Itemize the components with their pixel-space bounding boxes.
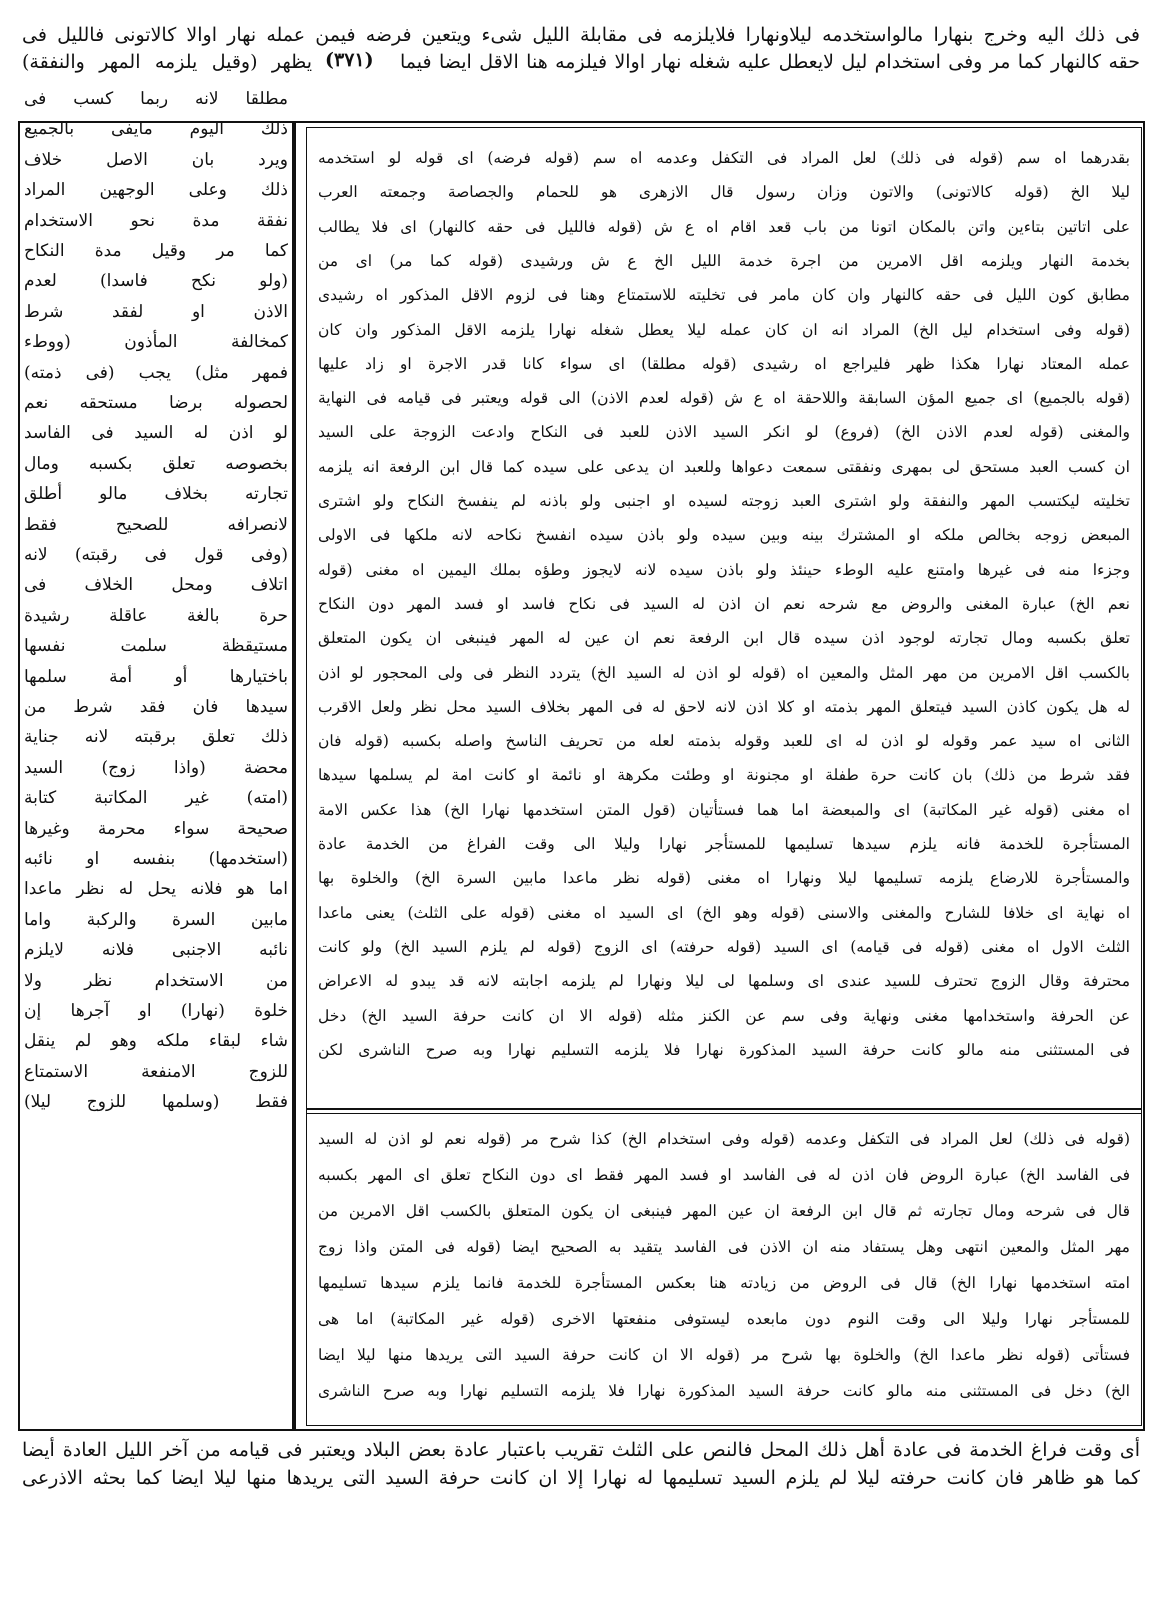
footnote-line: الخ) دخل فى المستثنى منه مالو كانت حرفة السيد المذكورة نهارا فلا يلزمه التسليم نهارا وبه صرح الناشرى <box>318 1382 1130 1400</box>
hashiya-line: تعلق بكسبه ومال تجارته لوجود اذن سيده قال ابن الرفعة نعم ان عين له المهر فينبغى ان يكون المتعلق <box>318 629 1130 648</box>
hashiya-line: نعم الخ) عبارة المغنى والروض مع شرحه نعم ان اذن له السيد فى نكاح فاسد او فسد المهر دون النكاح <box>318 594 1130 613</box>
hashiya-line: الثانى اه سيد عمر وقوله لو اذن له اى للعبد وقوله بذمته لعله من تحريف الناسخ واصله بكسبه (قوله فان <box>318 732 1130 751</box>
footnote-divider-2 <box>306 1113 1142 1114</box>
footnote-line: امته استخدمها نهارا الخ) قال فى الروض من زيادته هنا بعكس المستأجرة للخدمة فانما يلزم سيدها تسليمها <box>318 1274 1130 1292</box>
side-line: نفقة مدة نحو الاستخدام <box>24 210 288 231</box>
hashiya-line: الثلث الاول اه مغنى (قوله فى قيامه) اى السيد (قوله حرفته) اى الزوج (قوله لم يلزم السيد الخ) ولو كانت <box>318 937 1130 956</box>
hashiya-line: محترفة وقال الزوج تحترف للسيد عندى اى وسلمها لى ليلا ونهارا لم يلزمه اجابته لانه قد يبدو له الاعراض <box>318 972 1130 991</box>
hashiya-line: ان كسب العبد مستحق لى بمهرى ونفقتى سمعت دعواها وللعبد ان يدعى على سيده كما قال ابن الرفعة انه يلزمه <box>318 457 1130 476</box>
footnote-divider <box>306 1108 1142 1110</box>
hashiya-line: عن الحرفة واستخدامها مغنى ونهاية وفى سم عن الكنز مثله (قوله الا ان كانت حرفة السيد الخ) دخل <box>318 1006 1130 1025</box>
column-divider <box>292 123 296 1429</box>
side-line: تجارته بخلاف مالو أطلق <box>24 484 288 505</box>
side-line: كمخالفة المأذون (ووطء <box>24 332 288 353</box>
side-line: مطلقا لانه ربما كسب فى <box>24 89 288 109</box>
hashiya-line: فى المستثنى منه مالو كانت حرفة السيد المذكورة نهارا فلا يلزمه التسليم نهارا وبه صرح الناشرى لكن <box>318 1040 1130 1059</box>
hashiya-line: فقد شرط من ذلك) بان كانت حرة طفلة او مجنونة او وطئت مكرهة او نائمة او كانت امة لم يسلمها سيدها <box>318 766 1130 785</box>
hashiya-line: والمغنى (قوله لعدم الاذن الخ) (فروع) لو انكر السيد الاذن للعبد فى النكاح وادعت الزوجة على السيد <box>318 423 1130 442</box>
side-line: مابين السرة والركبة واما <box>24 909 288 930</box>
hashiya-line: بخدمة النهار ويلزمه اقل الامرين من اجرة خدمة الليل الخ ع ش ورشيدى (قوله كما مر) اى من <box>318 251 1130 270</box>
side-line: سيدها فان فقد شرط من <box>24 697 288 717</box>
side-line: اتلاف ومحل الخلاف فى <box>24 575 288 596</box>
hashiya-line: عمله المعتاد نهارا هكذا ظهر فليراجع اه رشيدى (قوله مطلقا) اى سواء كانا قدر الاجرة او زاد عليها <box>318 354 1130 373</box>
side-line: كما مر وقيل مدة النكاح <box>24 241 288 261</box>
hashiya-line: بقدرهما اه سم (قوله فى ذلك) لعل المراد فى التكفل وعدمه اه سم (قوله فرضه) اى قوله لو استخدمه <box>318 149 1130 167</box>
hashiya-line: المستأجرة للخدمة فانه يلزم سيدها تسليمها للمستأجر نهارا وليلا الى وقت الفراغ من الخدمة عادة <box>318 835 1130 853</box>
hashiya-line: المبعض زوجه بخالص ملكه او المشترك بينه وبين سيده ولو باذن سيده انفسخ نكاحه لانه ملكها فى الاولى <box>318 526 1130 545</box>
side-line: بخصوصه تعلق بكسبه ومال <box>24 453 288 474</box>
side-line: ذلك اليوم مايفى بالجميع <box>24 119 288 140</box>
side-line: فمهر مثل) يجب (فى ذمته) <box>24 362 288 383</box>
footnote-line: فى الفاسد الخ) عبارة الروض فان اذن له فى الفاسد او فسد المهر فقط اى دون النكاح تعلق اى المهر بكسبه <box>318 1166 1130 1184</box>
hashiya-line: (قوله وفى استخدام ليل الخ) المراد انه ان كان عمله ليلا يعطل شغله نهارا يلزمه الاقل المذكور وان كان <box>318 320 1130 339</box>
side-line: الاذن او لفقد شرط <box>24 301 288 322</box>
footnote-line: مهر المثل والمعين انتهى وهل يستفاد منه ان الاذن فى الفاسد يتقيد به الصحيح ايضا (قوله فى المتن واذا زوج <box>318 1238 1130 1256</box>
side-line: حرة بالغة عاقلة رشيدة <box>24 605 288 626</box>
side-line: للزوج الامنفعة الاستمتاع <box>24 1061 288 1082</box>
side-line: (ولو نكح فاسدا) لعدم <box>24 271 288 292</box>
side-line: لانصرافه للصحيح فقط <box>24 514 288 535</box>
header-line-2-end: يظهر (وقيل يلزمه المهر والنفقة) <box>22 51 312 73</box>
side-line: فقط (وسلمها للزوج ليلا) <box>24 1092 288 1113</box>
footnote-line: فستأتى (قوله نظر ماعدا الخ) والخلوة بها شرح مر (قوله الا ان كانت حرفة السيد التى يريدها منها ليلا ايضا <box>318 1346 1130 1364</box>
side-line: مستيقظة سلمت نفسها <box>24 636 288 657</box>
hashiya-line: اه نهاية اى خلافا للشارح والمغنى والاسنى (قوله وهو الخ) اى السيد اه مغنى (قوله على الثلث) يعنى ماعدا <box>318 903 1130 922</box>
hashiya-line: تخليته ليكتسب المهر والنفقة ولو اشترى العبد زوجته لسيده او اجنبى ولو باذنه لم ينفسخ النكاح ولو اشترى <box>318 492 1130 510</box>
side-line: ذلك وعلى الوجهين المراد <box>24 180 288 201</box>
hashiya-line: على اتاتين بتاءين واتن بالمكان اتونا من باب قعد اقام اه ع ش (قوله فالليل فى حقه كالنهار) اى فلا يطالب <box>318 217 1130 236</box>
bottom-line-1: أى وقت فراغ الخدمة فى عادة أهل ذلك المحل فالنص على الثلث تقريب باعتبار عادة بعض البلاد ويعتبر فى قيامه من آخر الليل العادة أيضا <box>22 1439 1140 1461</box>
side-line: لو اذن له السيد فى الفاسد <box>24 423 288 444</box>
hashiya-line: ليلا الخ (قوله كالاتونى) والاتون وزان رسول قال الازهرى هو للحمام والجصاصة وجمعته العرب <box>318 183 1130 202</box>
side-line: صحيحة سواء محرمة وغيرها <box>24 818 288 839</box>
side-line: محضة (واذا زوج) السيد <box>24 757 288 778</box>
hashiya-line: له هل يكون كاذن السيد فيتعلق المهر بذمته او كلا اذن لانه لاحق له فى المهر بخلاف السيد محل نظر ولعل الاقرب <box>318 697 1130 716</box>
side-line: (وفى قول فى رقبته) لانه <box>24 545 288 565</box>
side-line: (استخدمها) بنفسه او نائبه <box>24 849 288 869</box>
footnote-line: (قوله فى ذلك) لعل المراد فى التكفل وعدمه (قوله وفى استخدام الخ) كذا شرح مر (قوله نعم لو اذن له السيد <box>318 1130 1130 1148</box>
hashiya-line: مطابق كون الليل فى حقه كالنهار وان كان مامر فى تخليته للاستمتاع وهنا فى لزوم الاقل المذكور اه رشيدى <box>318 286 1130 305</box>
side-line: ذلك تعلق برقبته لانه جناية <box>24 727 288 748</box>
hashiya-line: وجزءا منه فى غيرها وامتنع عليه الوطء حينئذ ولو باذن سيده لانه لايجوز وطؤه بملك اليمين اه مغنى (قوله <box>318 560 1130 579</box>
hashiya-line: والمستأجرة للارضاع يلزمه تسليمها ليلا ونهارا اه مغنى (قوله نظر ماعدا مابين السرة الخ) والخلوة بها <box>318 869 1130 888</box>
side-line: خلوة (نهارا) او آجرها إن <box>24 1001 288 1021</box>
side-line: لحصوله برضا مستحقه نعم <box>24 393 288 413</box>
hashiya-line: بالكسب اقل الامرين من مهر المثل والمعين اه (قوله لو اذن له السيد الخ) يتردد النظر فى ولى المحجور لو اذن <box>318 663 1130 682</box>
header-line-2: حقه كالنهار كما مر وفى استخدام ليل لايعطل عليه شغله نهار اوالا فيلزمه هنا الاقل ايضا فيما <box>400 51 1140 73</box>
side-line: نائبه الاجنبى فلانه لايلزم <box>24 940 288 961</box>
side-line: باختيارها أو أمة سلمها <box>24 666 288 687</box>
side-line: من الاستخدام نظر ولا <box>24 970 288 991</box>
side-line: اما هو فلانه يحل له نظر ماعدا <box>24 879 288 900</box>
side-line: ويرد بان الاصل خلاف <box>24 149 288 170</box>
hashiya-line: اه مغنى (قوله غير المكاتبة) اى والمبعضة اما هما فستأتيان (قول المتن استخدمها نهارا الخ) هذا عكس الامة <box>318 800 1130 819</box>
footnote-line: قال فى شرحه ومال تجارته ثم قال ابن الرفعة ان عين المهر فينبغى ان يكون المتعلق بالكسب اقل الامرين من <box>318 1202 1130 1220</box>
bottom-line-2: كما هو ظاهر فان كانت حرفته ليلا لم يلزم السيد تسليمها له نهارا إلا ان كانت حرفة السيد التى يريدها منها ليلا ايضا كما بحثه الاذرعى <box>22 1467 1140 1489</box>
header-line-1: فى ذلك اليه وخرج بنهارا مالواستخدمه ليلاونهارا فلايلزمه فى مقابلة الليل شىء ويتعين فرضه فيمن عمله نهار اوالا كالاتونى فالليل فى <box>22 24 1140 46</box>
side-line: (امته) غير المكاتبة كتابة <box>24 788 288 809</box>
hashiya-line: (قوله بالجميع) اى جميع المؤن السابقة واللاحقة اه ع ش (قوله لعدم الاذن) الى قوله ويعتبر فى قيامه فى النهاية <box>318 389 1130 408</box>
side-line: شاء لبقاء ملكه وهو لم ينقل <box>24 1031 288 1052</box>
footnote-line: للمستأجر نهارا وليلا الى وقت النوم دون مابعده ليستوفى منفعتها الاخرى (قوله غير المكاتبة) اما هى <box>318 1310 1130 1328</box>
page-number: (٣٧١) <box>325 49 374 71</box>
